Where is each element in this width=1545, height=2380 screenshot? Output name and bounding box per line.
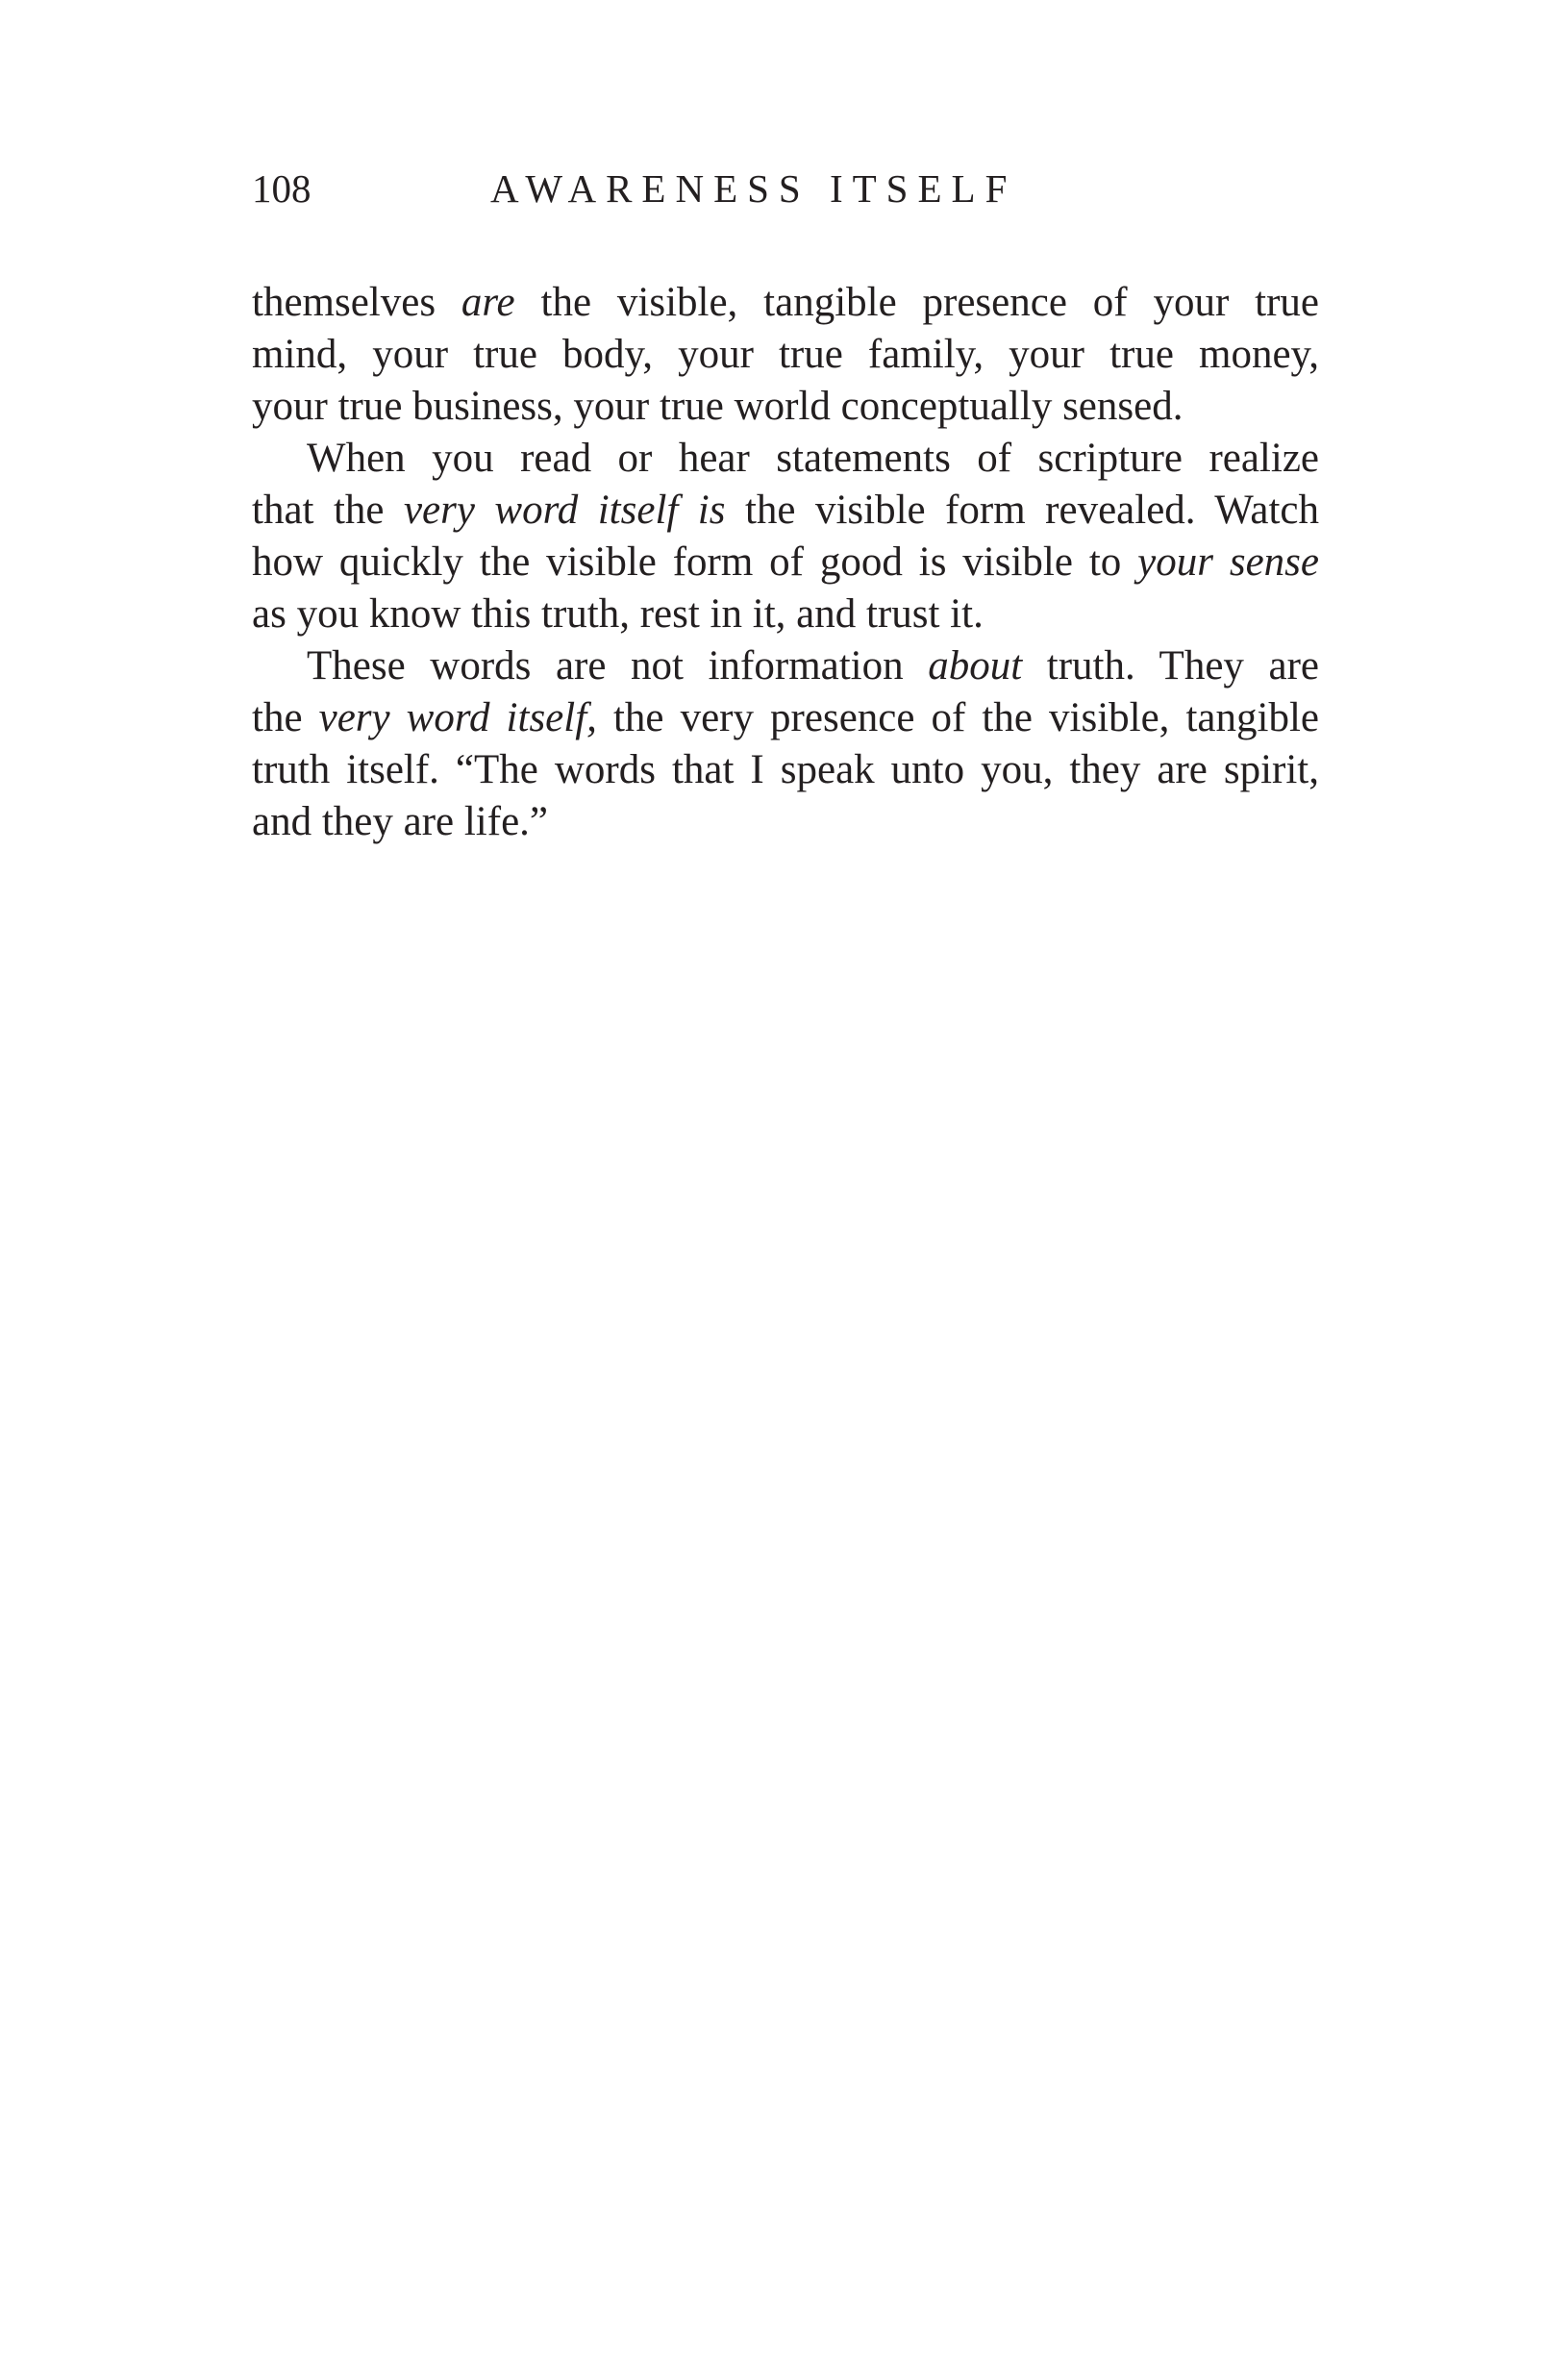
running-title: AWARENESS ITSELF	[490, 166, 1017, 211]
paragraph-3	[252, 640, 1319, 848]
paragraph-2	[252, 433, 1319, 640]
emphasis-text: very word itself is	[403, 488, 726, 533]
text-line: truth itself. “The words that I speak unto you, they are spirit,	[252, 747, 1319, 792]
body-text	[252, 277, 1319, 848]
text-line: mind, your true body, your true family, your true money,	[252, 332, 1319, 377]
text-line: and they are life.”	[252, 799, 548, 844]
text-line: as you know this truth, rest in it, and trust it.	[252, 591, 984, 637]
text-line: your true business, your true world conceptually sensed.	[252, 384, 1184, 429]
text-line: that the very word itself is the visible form revealed. Watch	[252, 488, 1319, 533]
running-head	[252, 160, 1319, 217]
text-line: the very word itself, the very presence of the visible, tangible	[252, 695, 1319, 740]
emphasis-text: are	[461, 280, 515, 325]
text-line: These words are not information about truth. They are	[307, 643, 1319, 689]
text-line: how quickly the visible form of good is visible to your sense	[252, 539, 1319, 585]
page-number: 108	[252, 166, 311, 211]
paragraph-1	[252, 277, 1319, 433]
text-line: When you read or hear statements of scripture realize	[307, 436, 1319, 481]
emphasis-text: your sense	[1137, 539, 1319, 585]
emphasis-text: very word itself,	[318, 695, 597, 740]
text-line: themselves are the visible, tangible presence of your true	[252, 280, 1319, 325]
emphasis-text: about	[928, 643, 1023, 689]
